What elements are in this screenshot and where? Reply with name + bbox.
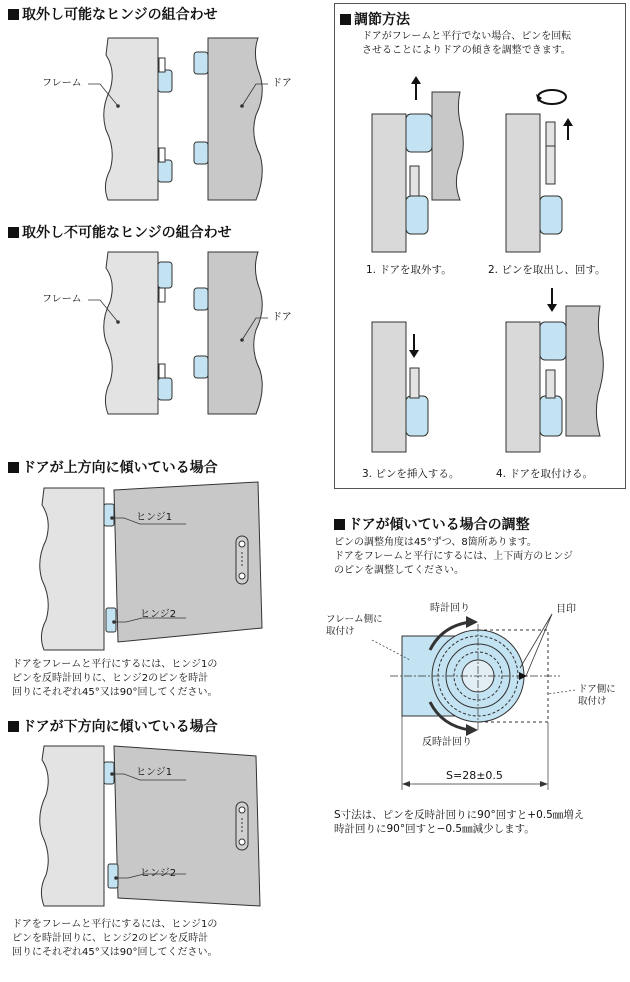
desc-line: 回りにそれぞれ45°又は90°回してください。 (12, 687, 218, 698)
desc-line: ピンの調整角度は45°ずつ、8箇所あります。 (334, 537, 537, 548)
dim-arrow-right-icon (540, 781, 548, 787)
desc-line: ピンを反時計回りに、ヒンジ2のピンを時計 (12, 673, 209, 684)
hinge2-leaf (108, 864, 118, 888)
note-line: 時計回りに90°回すと−0.5㎜減少します。 (334, 823, 535, 835)
label-line: 取付け (326, 626, 355, 637)
step3-caption: 3. ピンを挿入する。 (362, 468, 460, 480)
clockwise-arrowhead-icon (466, 616, 478, 628)
step2-caption: 2. ピンを取出し、回す。 (488, 264, 606, 276)
mark-leader-2 (520, 614, 552, 668)
step1-caption: 1. ドアを取外す。 (366, 264, 452, 276)
heading-removable-text: 取外し可能なヒンジの組合わせ (22, 7, 218, 23)
mark-label: 目印 (556, 604, 576, 615)
heading-nonremovable-text: 取外し不可能なヒンジの組合わせ (22, 225, 232, 241)
intro-line: ドアがフレームと平行でない場合、ピンを回転 (362, 31, 572, 42)
door-side-label (578, 684, 616, 708)
label-line: 取付け (578, 696, 607, 707)
door-label-1: ドア (272, 78, 292, 89)
dim-arrow-left-icon (402, 781, 410, 787)
desc-line: のピンを調整してください。 (334, 565, 464, 576)
intro-line: させることによりドアの傾きを調整できます。 (362, 45, 571, 56)
desc-line: 回りにそれぞれ45°又は90°回してください。 (12, 947, 218, 958)
dimension-note (334, 808, 584, 836)
dimension-label: S=28±0.5 (446, 769, 503, 782)
label-line: ドア側に (578, 684, 616, 695)
tilt-down-description (12, 918, 217, 960)
step4-caption: 4. ドアを取付ける。 (496, 468, 594, 480)
desc-line: ドアをフレームと平行にするには、ヒンジ1の (12, 659, 218, 670)
label-line: フレーム側に (326, 614, 383, 625)
hinge2-leader-dot (114, 876, 118, 880)
desc-line: ドアをフレームと平行にするには、ヒンジ1の (12, 919, 218, 930)
tilt-up-hinge1-label: ヒンジ1 (136, 512, 173, 523)
frame-side-label (326, 614, 383, 638)
note-line: S寸法は、ピンを反時計回りに90°回すと+0.5㎜増え (334, 809, 585, 821)
tilt-down-hinge2-label: ヒンジ2 (140, 868, 177, 879)
door-label-2: ドア (272, 312, 292, 323)
frame-label-1: フレーム (42, 78, 82, 89)
counterclockwise-arrowhead-icon (466, 724, 478, 736)
counterclockwise-label: 反時計回り (422, 737, 472, 748)
heading-tilt-up-text: ドアが上方向に傾いている場合 (22, 460, 218, 476)
desc-line: ピンを時計回りに、ヒンジ2のピンを反時計 (12, 933, 209, 944)
tilt-up-hinge2-label: ヒンジ2 (140, 609, 177, 620)
frame-label-2: フレーム (42, 294, 82, 305)
heading-tilt-adjustment-text: ドアが傾いている場合の調整 (348, 517, 530, 533)
tilt-down-hinge1-label: ヒンジ1 (136, 767, 173, 778)
heading-adjustment-method-text: 調節方法 (354, 12, 410, 28)
door-side-leader (548, 690, 575, 694)
handle-screw-bottom (239, 839, 245, 845)
heading-tilt-down-text: ドアが下方向に傾いている場合 (22, 719, 218, 735)
clockwise-label: 時計回り (430, 603, 470, 614)
desc-line: ドアをフレームと平行にするには、上下両方のヒンジ (334, 551, 574, 562)
